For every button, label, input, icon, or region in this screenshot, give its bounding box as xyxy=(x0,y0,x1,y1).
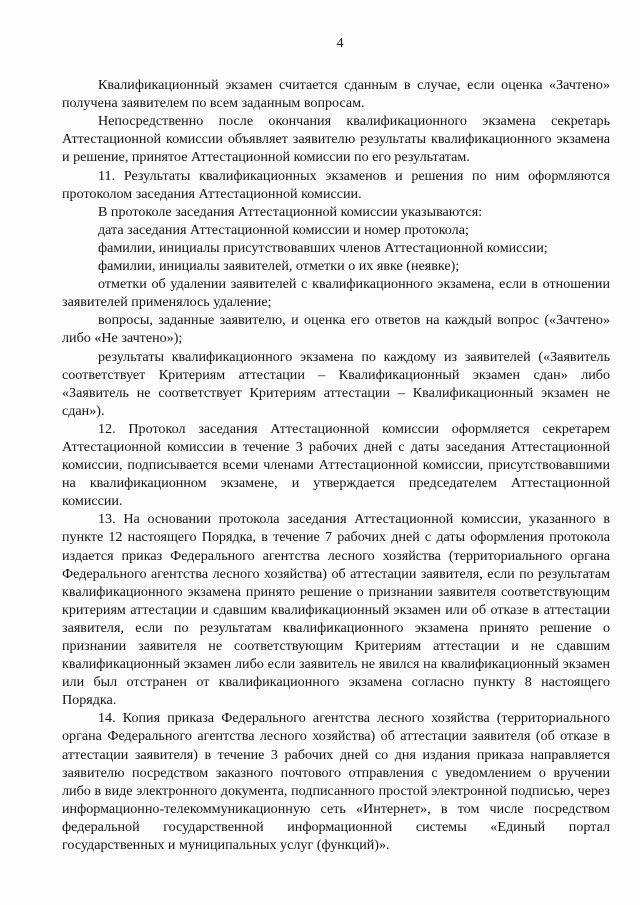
page-number: 4 xyxy=(336,35,344,51)
paragraph-results-announcement: Непосредственно после окончания квалификационного экзамена секретарь Аттестационной комиссии объявляет заявителю результаты квалификационного экзамена и решение, принятое Аттестационной комиссии по его результатам. xyxy=(62,113,610,166)
list-item-removal: отметки об удалении заявителей с квалификационного экзамена, если в отношении заявителей применялось удаление; xyxy=(62,276,610,311)
paragraph-exam-passed: Квалификационный экзамен считается сданным в случае, если оценка «Зачтено» получена заявителем по всем заданным вопросам. xyxy=(62,77,610,112)
paragraph-protocol-contents: В протоколе заседания Аттестационной комиссии указываются: xyxy=(98,203,483,220)
list-item-questions: вопросы, заданные заявителю, и оценка его ответов на каждый вопрос («Зачтено» либо «Не зачтено»); xyxy=(62,312,610,347)
paragraph-12: 12. Протокол заседания Аттестационной комиссии оформляется секретарем Аттестационной комиссии в течение 3 рабочих дней с даты заседания Аттестационной комиссии, подписывается всеми членами Аттестационной комиссии, присутствовавшими на квалификационном экзамене, и утверждается председателем Аттестационной комиссии. xyxy=(62,420,610,510)
list-item-applicants: фамилии, инициалы заявителей, отметки о их явке (неявке); xyxy=(98,258,460,275)
paragraph-13: 13. На основании протокола заседания Аттестационной комиссии, указанного в пункте 12 настоящего Порядка, в течение 7 рабочих дней с даты оформления протокола издается приказ Федерального агентства лесного хозяйства (территориального органа Федерального агентства лесного хозяйства) об аттестации заявителя, если по результатам квалификационного экзамена принято решение о признании заявителя соответствующим критериям аттестации и сдавшим квалификационный экзамен или об отказе в аттестации заявителя, если по результатам квалификационного экзамена принято решение о признании заявителя не соответствующим Критериям аттестации и не сдавшим квалификационный экзамен либо если заявитель не явился на квалификационный экзамен или был отстранен от квалификационного экзамена согласно пункту 8 настоящего Порядка. xyxy=(62,511,610,709)
paragraph-14: 14. Копия приказа Федерального агентства лесного хозяйства (территориального органа Федерального агентства лесного хозяйства) об аттестации заявителя (об отказе в аттестации заявителя) в течение 3 рабочих дней со дня издания приказа направляется заявителю посредством заказного почтового отправления с уведомлением о вручении либо в виде электронного документа, подписанного простой электронной подписью, через информационно-телекоммуникационную сеть «Интернет», в том числе посредством федеральной государственной информационной системы «Единый портал государственных и муниципальных услуг (функций)». xyxy=(62,710,610,854)
list-item-date: дата заседания Аттестационной комиссии и номер протокола; xyxy=(98,221,469,238)
list-item-exam-results: результаты квалификационного экзамена по каждому из заявителей («Заявитель соответствует Критериям аттестации – Квалификационный экзамен сдан» либо «Заявитель не соответствует Критериям аттестации – Квалификационный экзамен не сдан»). xyxy=(62,348,610,419)
list-item-members: фамилии, инициалы присутствовавших членов Аттестационной комиссии; xyxy=(98,239,548,256)
paragraph-11: 11. Результаты квалификационных экзаменов и решения по ним оформляются протоколом заседания Аттестационной комиссии. xyxy=(62,167,610,202)
